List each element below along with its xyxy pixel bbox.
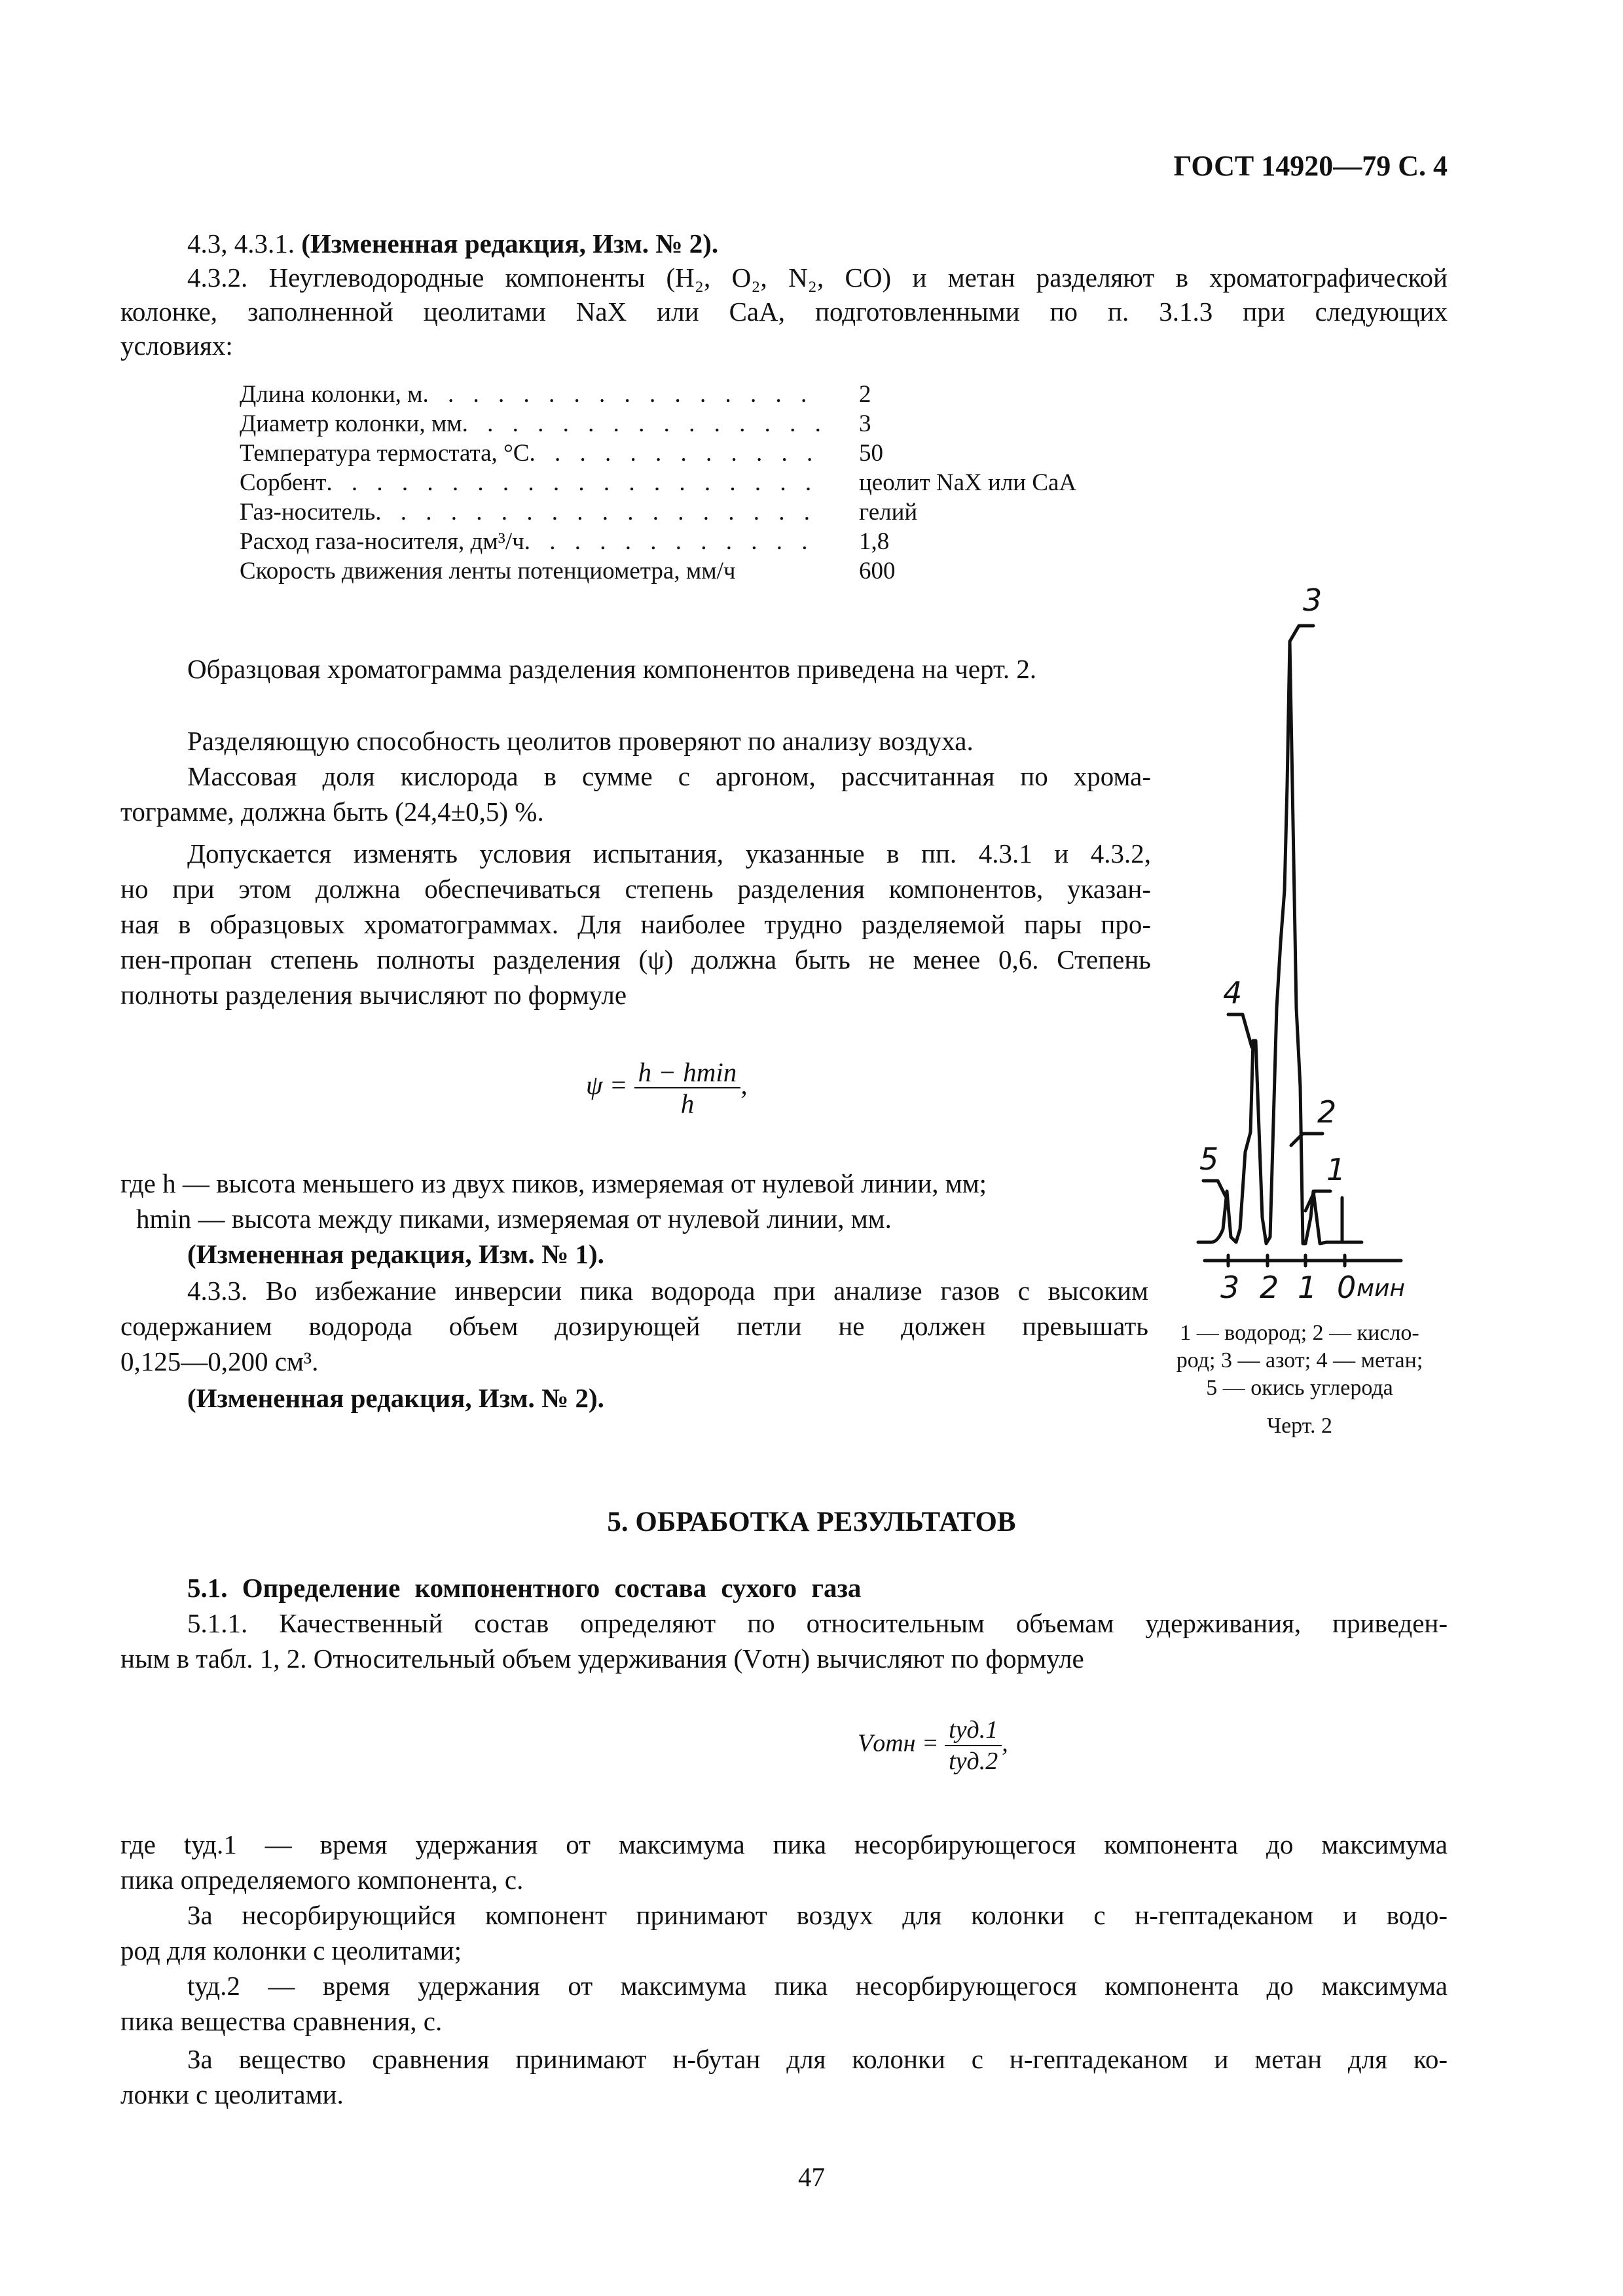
mass-fraction-line2: тограмме, должна быть (24,4±0,5) %. [120, 797, 544, 827]
leader-line-3 [1290, 626, 1313, 641]
condition-row [240, 380, 826, 409]
separation-text: Разделяющую способность цеолитов проверяют по анализу воздуха. [187, 726, 974, 756]
paragraph-4-3-2-line3: условиях: [120, 331, 233, 361]
condition-value: 600 [859, 558, 896, 584]
caption-line: 5 — окись углерода [1206, 1376, 1393, 1400]
v-lhs: Vотн = [858, 1729, 939, 1757]
condition-name: Расход газа-носителя, дм³/ч [240, 528, 524, 555]
v-fraction [945, 1715, 1002, 1776]
paragraph-4-3-2-line2: колонке, заполненной цеолитами NaX или CaA, подготовленными по п. 3.1.3 при следующих [120, 296, 1448, 327]
condition-row [240, 556, 826, 586]
section-number: 4.3, 4.3.1. [187, 228, 302, 259]
edit-note: (Измененная редакция, Изм. № 2). [301, 228, 719, 259]
axis-label-2: 2 [1260, 1270, 1279, 1305]
peak-label-5: 5 [1199, 1141, 1219, 1177]
condition-name: Сорбент [240, 469, 327, 496]
allow-line3: ная в образцовых хроматограммах. Для наиболее трудно разделяемой пары про- [120, 909, 1151, 939]
where-hmin: hmin — высота между пиками, измеряемая от нулевой линии, мм. [136, 1204, 892, 1234]
allow-line1: Допускается изменять условия испытания, указанные в пп. 4.3.1 и 4.3.2, [187, 838, 1151, 869]
v-formula [858, 1715, 1008, 1776]
paragraph-4-3-2-line1: 4.3.2. Неуглеводородные компоненты (H₂, O₂, N₂, CO) и метан разделяют в хроматографической [187, 262, 1448, 293]
axis-label-0: 0 [1337, 1270, 1357, 1305]
sample-chromatogram-text: Образцовая хроматограмма разделения компонентов приведена на черт. 2. [187, 654, 1037, 684]
section-5-heading: 5. ОБРАБОТКА РЕЗУЛЬТАТОВ [607, 1507, 1016, 1537]
v-denominator: tуд.2 [949, 1748, 998, 1775]
nonsorb-line2: род для колонки с цеолитами; [120, 1935, 462, 1965]
condition-value: 2 [859, 381, 871, 408]
t2-line2: пика вещества сравнения, с. [120, 2006, 443, 2036]
condition-value: 1,8 [859, 528, 890, 555]
psi-denominator: h [680, 1088, 695, 1119]
p511-line2: ным в табл. 1, 2. Относительный объем удерживания (Vотн) вычисляют по формуле [120, 1643, 1084, 1674]
axis-unit: мин [1357, 1275, 1406, 1302]
leader-line-1 [1305, 1191, 1330, 1211]
leader-line-4 [1228, 1014, 1252, 1047]
condition-value: 3 [859, 410, 871, 437]
where-h: где h — высота меньшего из двух пиков, измеряемая от нулевой линии, мм; [120, 1168, 987, 1198]
condition-row [240, 439, 826, 468]
condition-row [240, 497, 826, 527]
section-4-3-line [187, 226, 718, 260]
condition-value: 50 [859, 440, 883, 467]
figure-title: Черт. 2 [1266, 1414, 1333, 1438]
edit-note-2: (Измененная редакция, Изм. № 2). [187, 1383, 604, 1413]
t1-line1: где tуд.1 — время удержания от максимума пика несорбирующегося компонента до максимума [120, 1829, 1448, 1859]
psi-lhs: ψ = [586, 1069, 628, 1100]
condition-value: цеолит NaX или CaA [859, 469, 1077, 496]
allow-line2: но при этом должна обеспечиваться степень разделения компонентов, указан- [120, 874, 1151, 904]
p433-line3: 0,125—0,200 см³. [120, 1346, 319, 1376]
figure-caption [1152, 1319, 1447, 1440]
chromatogram-figure [1165, 583, 1506, 1440]
caption-line: 1 — водород; 2 — кисло- [1180, 1321, 1419, 1345]
axis-label-3: 3 [1220, 1270, 1240, 1305]
conditions-list [240, 380, 1077, 586]
t2-line1: tуд.2 — время удержания от максимума пика несорбирующегося компонента до максимума [187, 1971, 1448, 2001]
v-numerator: tуд.1 [945, 1715, 1002, 1746]
condition-name: Скорость движения ленты потенциометра, мм/ч [240, 558, 736, 584]
running-header: ГОСТ 14920—79 С. 4 [1173, 150, 1448, 182]
subsection-5-1: 5.1. Определение компонентного состава сухого газа [187, 1573, 862, 1603]
leader-line-2 [1291, 1134, 1322, 1145]
leader-line-5 [1203, 1181, 1226, 1196]
axis-label-1: 1 [1298, 1270, 1317, 1305]
p511-line1: 5.1.1. Качественный состав определяют по относительным объемам удерживания, приведен- [187, 1608, 1448, 1638]
peak-label-3: 3 [1303, 583, 1322, 618]
reference-line2: лонки с цеолитами. [120, 2079, 344, 2109]
reference-line1: За вещество сравнения принимают н-бутан для колонки с н-гептадеканом и метан для ко- [187, 2044, 1448, 2074]
psi-fraction [634, 1057, 741, 1119]
condition-name: Температура термостата, °С [240, 440, 530, 467]
p433-line2: содержанием водорода объем дозирующей петли не должен превышать [120, 1311, 1148, 1341]
condition-row [240, 468, 826, 497]
condition-row [240, 527, 826, 556]
v-tail: , [1002, 1729, 1008, 1757]
mass-fraction-line1: Массовая доля кислорода в сумме с аргоном, рассчитанная по хрома- [187, 761, 1151, 791]
nonsorb-line1: За несорбирующийся компонент принимают воздух для колонки с н-гептадеканом и водо- [187, 1900, 1448, 1930]
edit-note-1: (Измененная редакция, Изм. № 1). [187, 1239, 604, 1269]
t1-line2: пика определяемого компонента, с. [120, 1865, 524, 1895]
condition-name: Длина колонки, м [240, 381, 423, 408]
psi-formula [586, 1057, 748, 1119]
caption-line: род; 3 — азот; 4 — метан; [1176, 1348, 1423, 1372]
condition-value: гелий [859, 499, 918, 526]
allow-line5: полноты разделения вычисляют по формуле [120, 980, 627, 1010]
peak-label-2: 2 [1317, 1094, 1337, 1130]
psi-numerator: h − hmin [634, 1057, 741, 1088]
chromatogram-svg [1165, 589, 1506, 1296]
p433-line1: 4.3.3. Во избежание инверсии пика водорода при анализе газов с высоким [187, 1276, 1148, 1306]
peak-label-4: 4 [1223, 975, 1243, 1011]
condition-name: Газ-носитель [240, 499, 376, 526]
page-number: 47 [798, 2162, 825, 2192]
peak-label-1: 1 [1326, 1152, 1346, 1187]
psi-tail: , [740, 1069, 748, 1100]
condition-name: Диаметр колонки, мм [240, 410, 462, 437]
allow-line4: пен-пропан степень полноты разделения (ψ) должна быть не менее 0,6. Степень [120, 944, 1151, 975]
condition-row [240, 409, 826, 439]
